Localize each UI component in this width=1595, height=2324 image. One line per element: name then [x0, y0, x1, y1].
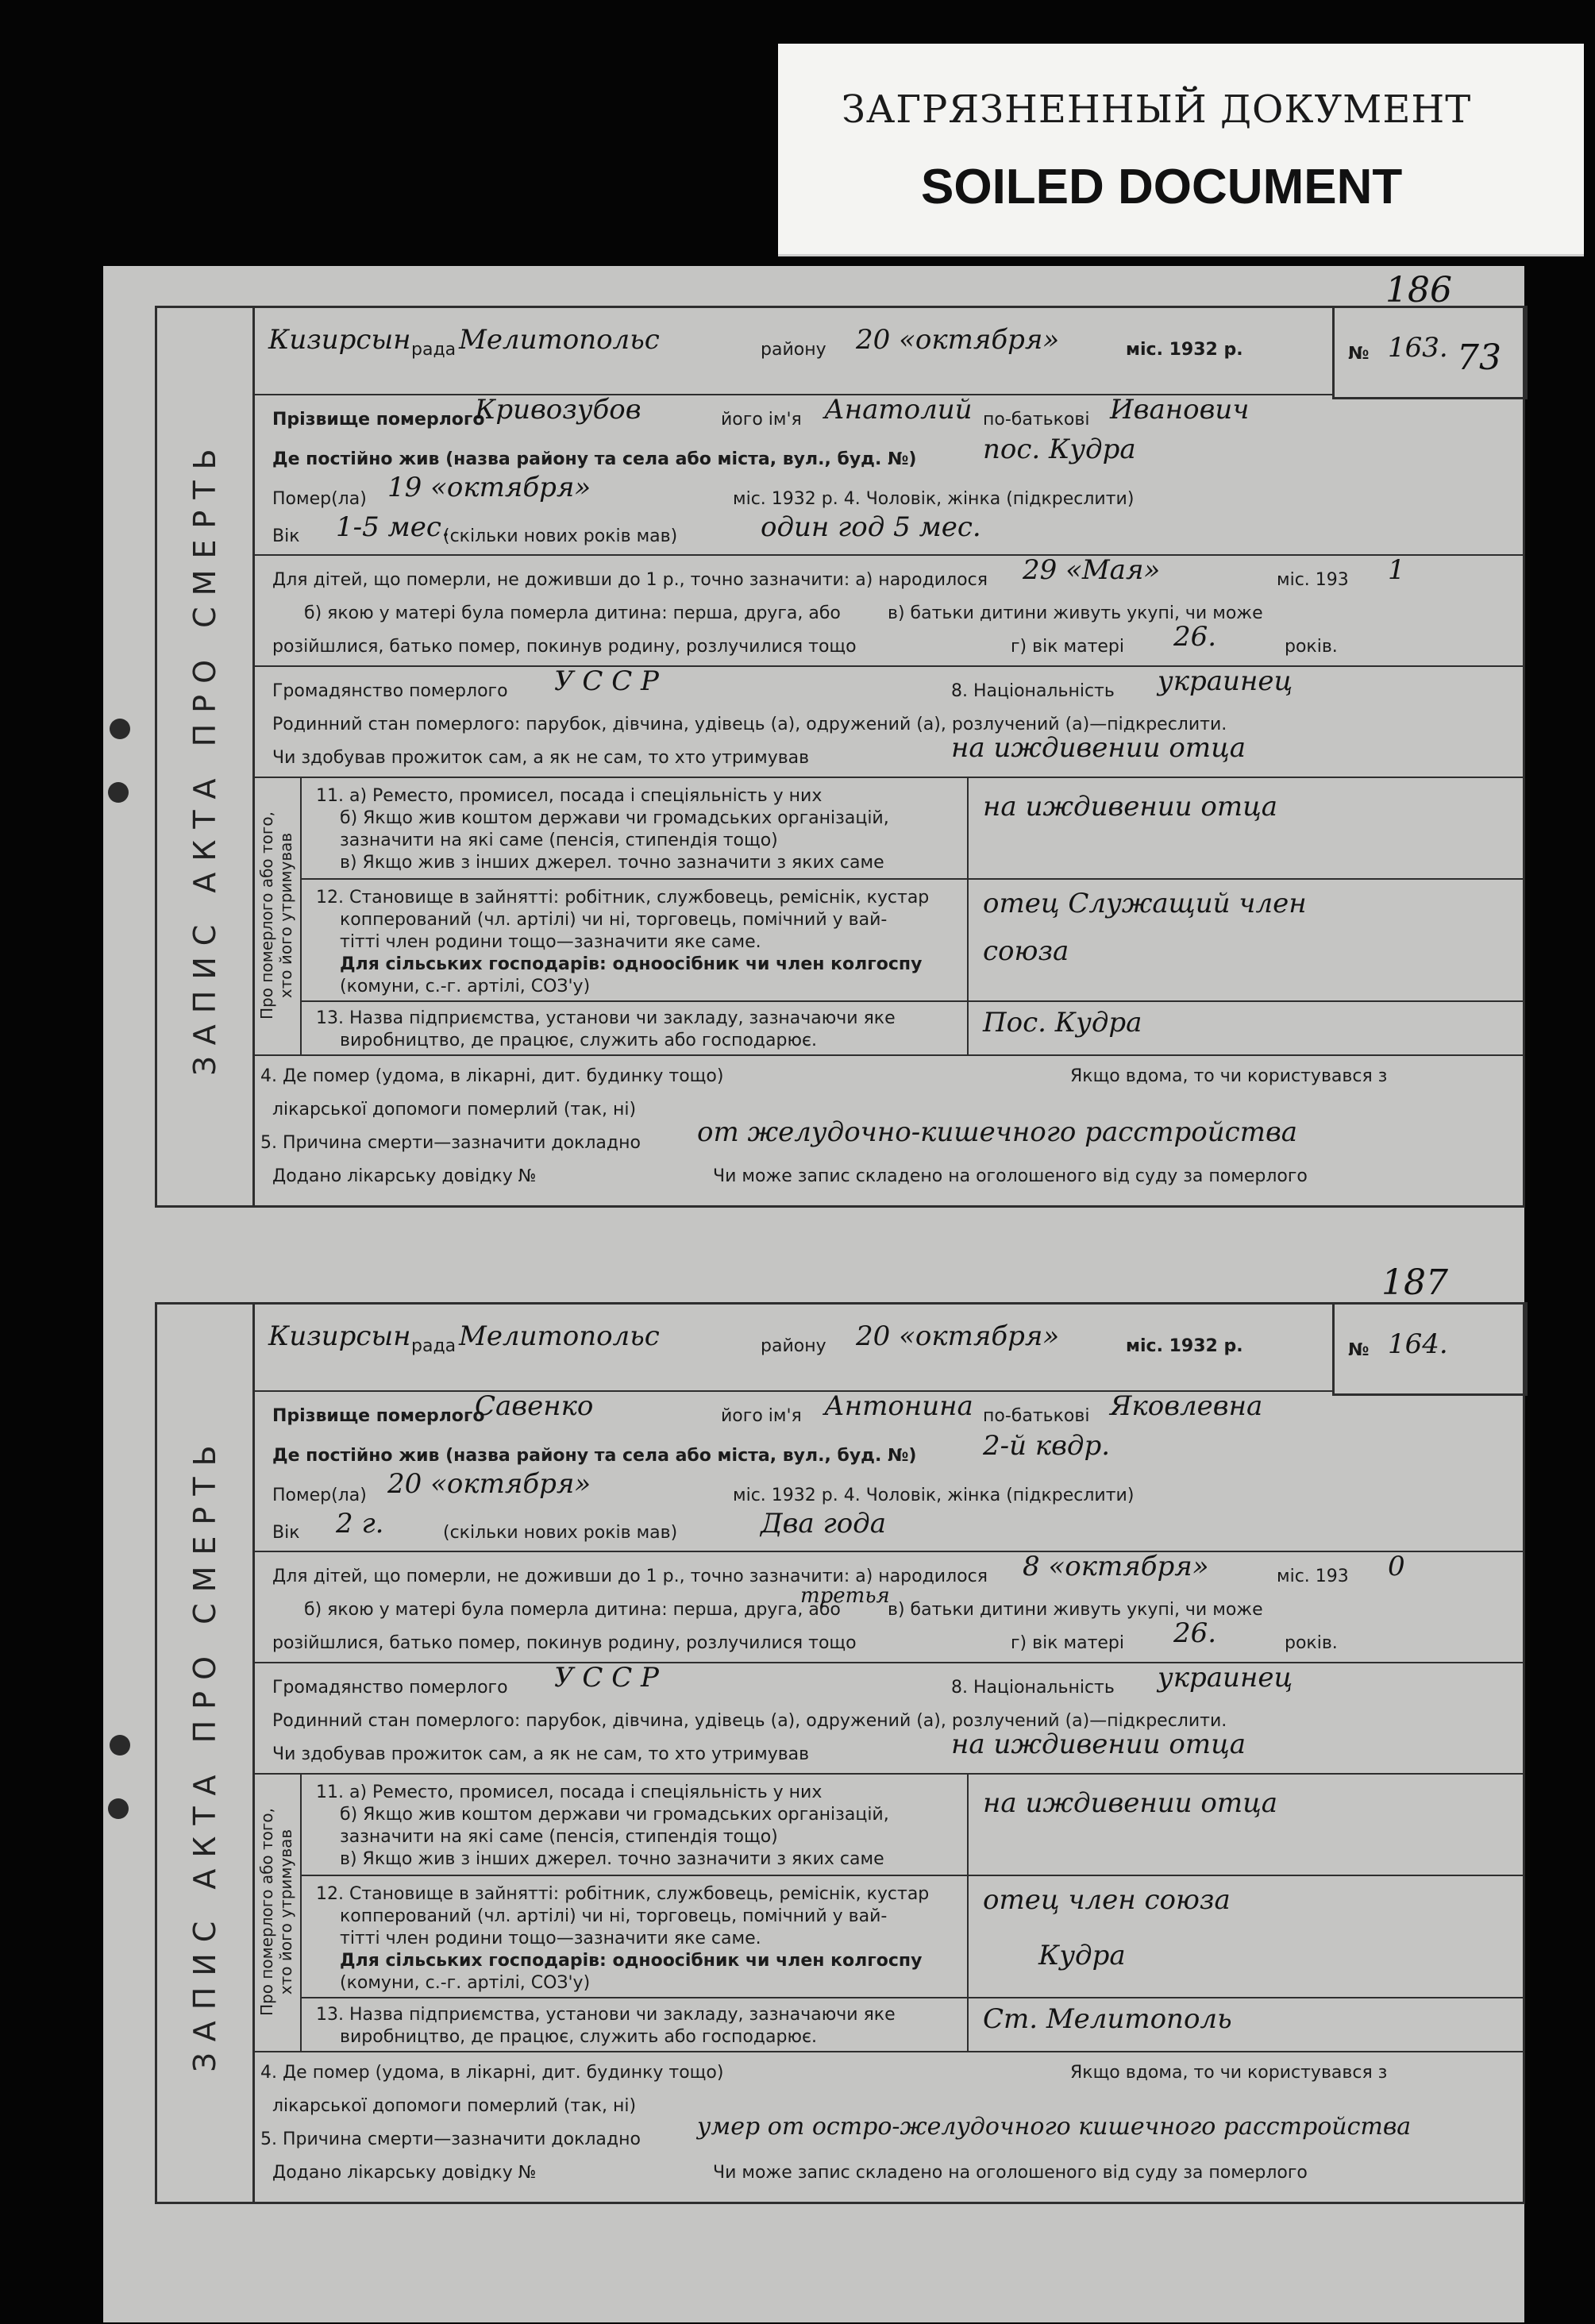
- occupation-12a-value: отец член союза: [983, 1884, 1231, 1916]
- village-council-value: Кизирсын: [268, 324, 411, 356]
- binding-hole: [110, 719, 130, 739]
- age-words-value: один год 5 мес.: [761, 511, 981, 543]
- occupation-13b-label: виробництво, де працює, служить або господарює.: [340, 1031, 818, 1050]
- occupation-11d-label: в) Якщо жив з інших джерел. точно зазначити з яких саме: [340, 1849, 884, 1869]
- age-label: Вік: [272, 1523, 300, 1543]
- court-declared-label: Чи може запис складено на оголошеного від суду за померлого: [713, 2163, 1308, 2183]
- record-number-value: 164.: [1388, 1328, 1448, 1360]
- occupation-12b-value: союза: [983, 935, 1069, 967]
- mother-age-value: 26.: [1173, 621, 1217, 653]
- occupation-12a-label: 12. Становище в зайнятті: робітник, службовець, реміснік, кустар: [316, 1884, 930, 1904]
- death-record-2: [155, 1302, 1525, 2204]
- occupation-11c-label: зазначити на які саме (пенсія, стипендія тощо): [340, 1827, 778, 1847]
- mother-age-label: г) вік матері: [1011, 637, 1124, 657]
- occupation-13-value: Пос. Кудра: [983, 1007, 1142, 1039]
- child-born-year-value: 1: [1388, 554, 1405, 586]
- side-title-text: ЗАПИС АКТА ПРО СМЕРТЬ: [187, 1434, 222, 2072]
- occupation-12b-label: копперований (чл. артілі) чи ні, торговець, помічний у вай-: [340, 1906, 888, 1926]
- child-order-value: третья: [800, 1584, 890, 1608]
- binding-hole: [108, 782, 129, 803]
- page-number-first: 186: [1385, 270, 1452, 310]
- child-born-label: Для дітей, що померли, не доживши до 1 р., точно зазначити: а) народилося: [272, 570, 988, 590]
- marital-status-label: Родинний стан померлого: парубок, дівчина, удівець (а), одружений (а), розлучений (а)—підкреслити.: [272, 1711, 1227, 1731]
- medical-certificate-label: Додано лікарську довідку №: [272, 2163, 537, 2183]
- age-value: 2 г.: [336, 1508, 384, 1540]
- divider: [300, 1997, 1523, 1998]
- occupation-11-value: на иждивении отца: [983, 1787, 1278, 1819]
- parents-together-label: в) батьки дитини живуть укупі, чи може: [888, 1600, 1263, 1620]
- record-number-value: 163.: [1388, 332, 1448, 364]
- occupation-side-line2: хто його утримував: [276, 832, 295, 999]
- mother-age-value: 26.: [1173, 1617, 1217, 1649]
- column-divider: [967, 1773, 969, 2051]
- occupation-side-line1: Про померлого або того,: [257, 1807, 276, 2017]
- registration-date-value: 20 «октября»: [856, 324, 1060, 356]
- number-sign: №: [1348, 1340, 1370, 1360]
- village-council-value: Кизирсын: [268, 1320, 411, 1352]
- occupation-12e-label: (комуни, с.-г. артілі, СОЗ'у): [340, 1973, 591, 1993]
- mother-age-label: г) вік матері: [1011, 1633, 1124, 1653]
- child-born-year-label: міс. 193: [1277, 1567, 1349, 1586]
- death-date-label: Помер(ла): [272, 1486, 367, 1505]
- occupation-12b-value: Кудра: [1038, 1940, 1126, 1971]
- rayon-label: району: [761, 1336, 826, 1356]
- cause-of-death-label: 5. Причина смерти—зазначити докладно: [260, 1133, 641, 1153]
- divider: [252, 665, 1523, 667]
- marital-status-label: Родинний стан померлого: парубок, дівчина, удівець (а), одружений (а), розлучений (а)—підкреслити.: [272, 715, 1227, 734]
- nationality-label: 8. Національність: [951, 681, 1115, 701]
- sex-label: міс. 1932 р. 4. Чоловік, жінка (підкреслити): [733, 1486, 1135, 1505]
- medical-help-label: лікарської допомоги померлий (так, ні): [272, 2096, 637, 2116]
- years-label: років.: [1285, 1633, 1338, 1653]
- parents-together-label: в) батьки дитини живуть укупі, чи може: [888, 603, 1263, 623]
- district-value: Мелитопольс: [459, 324, 660, 356]
- surname-value: Кривозубов: [475, 394, 641, 426]
- cause-of-death-value: от желудочно-кишечного расстройства: [697, 1116, 1298, 1148]
- nationality-value: украинец: [1158, 1662, 1293, 1694]
- parents-status-label: розійшлися, батько помер, покинув родину, розлучилися тощо: [272, 1633, 857, 1653]
- occupation-11b-label: б) Якщо жив коштом держави чи громадських організацій,: [340, 808, 889, 828]
- registration-date-value: 20 «октября»: [856, 1320, 1060, 1352]
- supporter-value: на иждивении отца: [951, 1729, 1246, 1760]
- residence-label: Де постійно жив (назва району та села або міста, вул., буд. №): [272, 1446, 917, 1466]
- residence-value: 2-й квдр.: [983, 1430, 1111, 1462]
- medical-certificate-label: Додано лікарську довідку №: [272, 1166, 537, 1186]
- occupation-12b-label: копперований (чл. артілі) чи ні, торговець, помічний у вай-: [340, 910, 888, 930]
- death-place-label: 4. Де помер (удома, в лікарні, дит. будинку тощо): [260, 1066, 724, 1086]
- home-medical-label: Якщо вдома, то чи користувався з: [1070, 1066, 1388, 1086]
- age-hint-label: (скільки нових років мав): [443, 1523, 678, 1543]
- page-number-second: 187: [1381, 1262, 1448, 1303]
- court-declared-label: Чи може запис складено на оголошеного від суду за померлого: [713, 1166, 1308, 1186]
- name-label: його ім'я: [721, 1406, 802, 1426]
- nationality-value: украинец: [1158, 665, 1293, 697]
- occupation-side-label: [252, 1773, 302, 2051]
- soiled-document-stamp: [778, 44, 1584, 256]
- side-title-text: ЗАПИС АКТА ПРО СМЕРТЬ: [187, 437, 222, 1076]
- residence-label: Де постійно жив (назва району та села або міста, вул., буд. №): [272, 449, 917, 469]
- age-value: 1-5 мес.: [336, 511, 450, 543]
- occupation-12c-label: тітті член родини тощо—зазначити яке саме.: [340, 932, 761, 952]
- patronymic-label: по-батькові: [983, 410, 1090, 430]
- child-born-year-label: міс. 193: [1277, 570, 1349, 590]
- occupation-13-value: Ст. Мелитополь: [983, 2003, 1232, 2035]
- divider: [252, 1551, 1523, 1552]
- name-value: Антонина: [824, 1390, 973, 1422]
- child-born-year-value: 0: [1388, 1551, 1405, 1582]
- rada-label: рада: [411, 340, 457, 360]
- sex-label: міс. 1932 р. 4. Чоловік, жінка (підкреслити): [733, 489, 1135, 509]
- supporter-label: Чи здобував прожиток сам, а як не сам, то хто утримував: [272, 1744, 810, 1764]
- citizenship-value: У С С Р: [554, 1662, 659, 1694]
- margin-number: 73: [1457, 337, 1501, 378]
- cause-of-death-value: умер от остро-желудочного кишечного расстройства: [697, 2113, 1412, 2141]
- surname-label: Прізвище померлого: [272, 410, 485, 430]
- occupation-11d-label: в) Якщо жив з інших джерел. точно зазначити з яких саме: [340, 853, 884, 873]
- occupation-13a-label: 13. Назва підприємства, установи чи закладу, зазначаючи яке: [316, 2005, 896, 2025]
- years-label: років.: [1285, 637, 1338, 657]
- rada-label: рада: [411, 1336, 457, 1356]
- death-date-label: Помер(ла): [272, 489, 367, 509]
- month-year-label: міс. 1932 р.: [1126, 1336, 1243, 1356]
- divider: [300, 878, 1523, 880]
- child-order-label: б) якою у матері була померла дитина: перша, друга, або: [304, 603, 841, 623]
- cause-of-death-label: 5. Причина смерти—зазначити докладно: [260, 2129, 641, 2149]
- name-value: Анатолий: [824, 394, 973, 426]
- citizenship-label: Громадянство померлого: [272, 681, 508, 701]
- occupation-11b-label: б) Якщо жив коштом держави чи громадських організацій,: [340, 1805, 889, 1825]
- district-value: Мелитопольс: [459, 1320, 660, 1352]
- death-date-value: 19 «октября»: [387, 472, 591, 503]
- occupation-12c-label: тітті член родини тощо—зазначити яке саме.: [340, 1929, 761, 1948]
- age-hint-label: (скільки нових років мав): [443, 526, 678, 546]
- occupation-side-label: [252, 777, 302, 1054]
- record-side-title: [157, 1305, 255, 2202]
- death-date-value: 20 «октября»: [387, 1468, 591, 1500]
- occupation-13b-label: виробництво, де працює, служить або господарює.: [340, 2027, 818, 2047]
- column-divider: [967, 777, 969, 1054]
- divider: [300, 1875, 1523, 1876]
- divider: [252, 777, 1523, 778]
- occupation-11a-label: 11. а) Реместо, промисел, посада і спеціяльність у них: [316, 786, 823, 806]
- occupation-13a-label: 13. Назва підприємства, установи чи закладу, зазначаючи яке: [316, 1008, 896, 1028]
- citizenship-value: У С С Р: [554, 665, 659, 697]
- age-words-value: Два года: [761, 1508, 886, 1540]
- child-order-label: б) якою у матері була померла дитина: перша, друга, або: [304, 1600, 841, 1620]
- occupation-12d-label: Для сільських господарів: одноосібник чи член колгоспу: [340, 954, 923, 974]
- occupation-side-line1: Про померлого або того,: [257, 811, 276, 1020]
- residence-value: пос. Кудра: [983, 434, 1136, 465]
- supporter-value: на иждивении отца: [951, 732, 1246, 764]
- divider: [252, 1662, 1523, 1663]
- stamp-english-text: SOILED DOCUMENT: [921, 160, 1403, 214]
- occupation-12d-label: Для сільських господарів: одноосібник чи член колгоспу: [340, 1951, 923, 1971]
- month-year-label: міс. 1932 р.: [1126, 340, 1243, 360]
- child-born-value: 8 «октября»: [1023, 1551, 1209, 1582]
- occupation-12a-label: 12. Становище в зайнятті: робітник, службовець, реміснік, кустар: [316, 888, 930, 908]
- patronymic-value: Иванович: [1110, 394, 1250, 426]
- home-medical-label: Якщо вдома, то чи користувався з: [1070, 2063, 1388, 2083]
- patronymic-label: по-батькові: [983, 1406, 1090, 1426]
- divider: [300, 1000, 1523, 1002]
- medical-help-label: лікарської допомоги померлий (так, ні): [272, 1100, 637, 1120]
- record-side-title: [157, 308, 255, 1205]
- citizenship-label: Громадянство померлого: [272, 1678, 508, 1698]
- rayon-label: району: [761, 340, 826, 360]
- surname-value: Савенко: [475, 1390, 594, 1422]
- stamp-russian-text: ЗАГРЯЗНЕННЫЙ ДОКУМЕНТ: [842, 87, 1472, 132]
- surname-label: Прізвище померлого: [272, 1406, 485, 1426]
- binding-hole: [110, 1735, 130, 1756]
- occupation-11-value: на иждивении отца: [983, 791, 1278, 823]
- death-place-label: 4. Де помер (удома, в лікарні, дит. будинку тощо): [260, 2063, 724, 2083]
- divider: [252, 1773, 1523, 1775]
- divider: [252, 2051, 1523, 2052]
- divider: [252, 554, 1523, 556]
- divider: [252, 1054, 1523, 1056]
- occupation-12e-label: (комуни, с.-г. артілі, СОЗ'у): [340, 977, 591, 996]
- child-born-value: 29 «Мая»: [1023, 554, 1161, 586]
- death-record-1: [155, 306, 1525, 1208]
- occupation-11a-label: 11. а) Реместо, промисел, посада і спеціяльність у них: [316, 1783, 823, 1802]
- number-sign: №: [1348, 344, 1370, 364]
- binding-hole: [108, 1798, 129, 1819]
- occupation-side-line2: хто його утримував: [276, 1829, 295, 1995]
- name-label: його ім'я: [721, 410, 802, 430]
- patronymic-value: Яковлевна: [1110, 1390, 1263, 1422]
- age-label: Вік: [272, 526, 300, 546]
- parents-status-label: розійшлися, батько помер, покинув родину, розлучилися тощо: [272, 637, 857, 657]
- supporter-label: Чи здобував прожиток сам, а як не сам, то хто утримував: [272, 748, 810, 768]
- nationality-label: 8. Національність: [951, 1678, 1115, 1698]
- occupation-11c-label: зазначити на які саме (пенсія, стипендія тощо): [340, 831, 778, 850]
- child-born-label: Для дітей, що померли, не доживши до 1 р., точно зазначити: а) народилося: [272, 1567, 988, 1586]
- occupation-12a-value: отец Служащий член: [983, 888, 1307, 919]
